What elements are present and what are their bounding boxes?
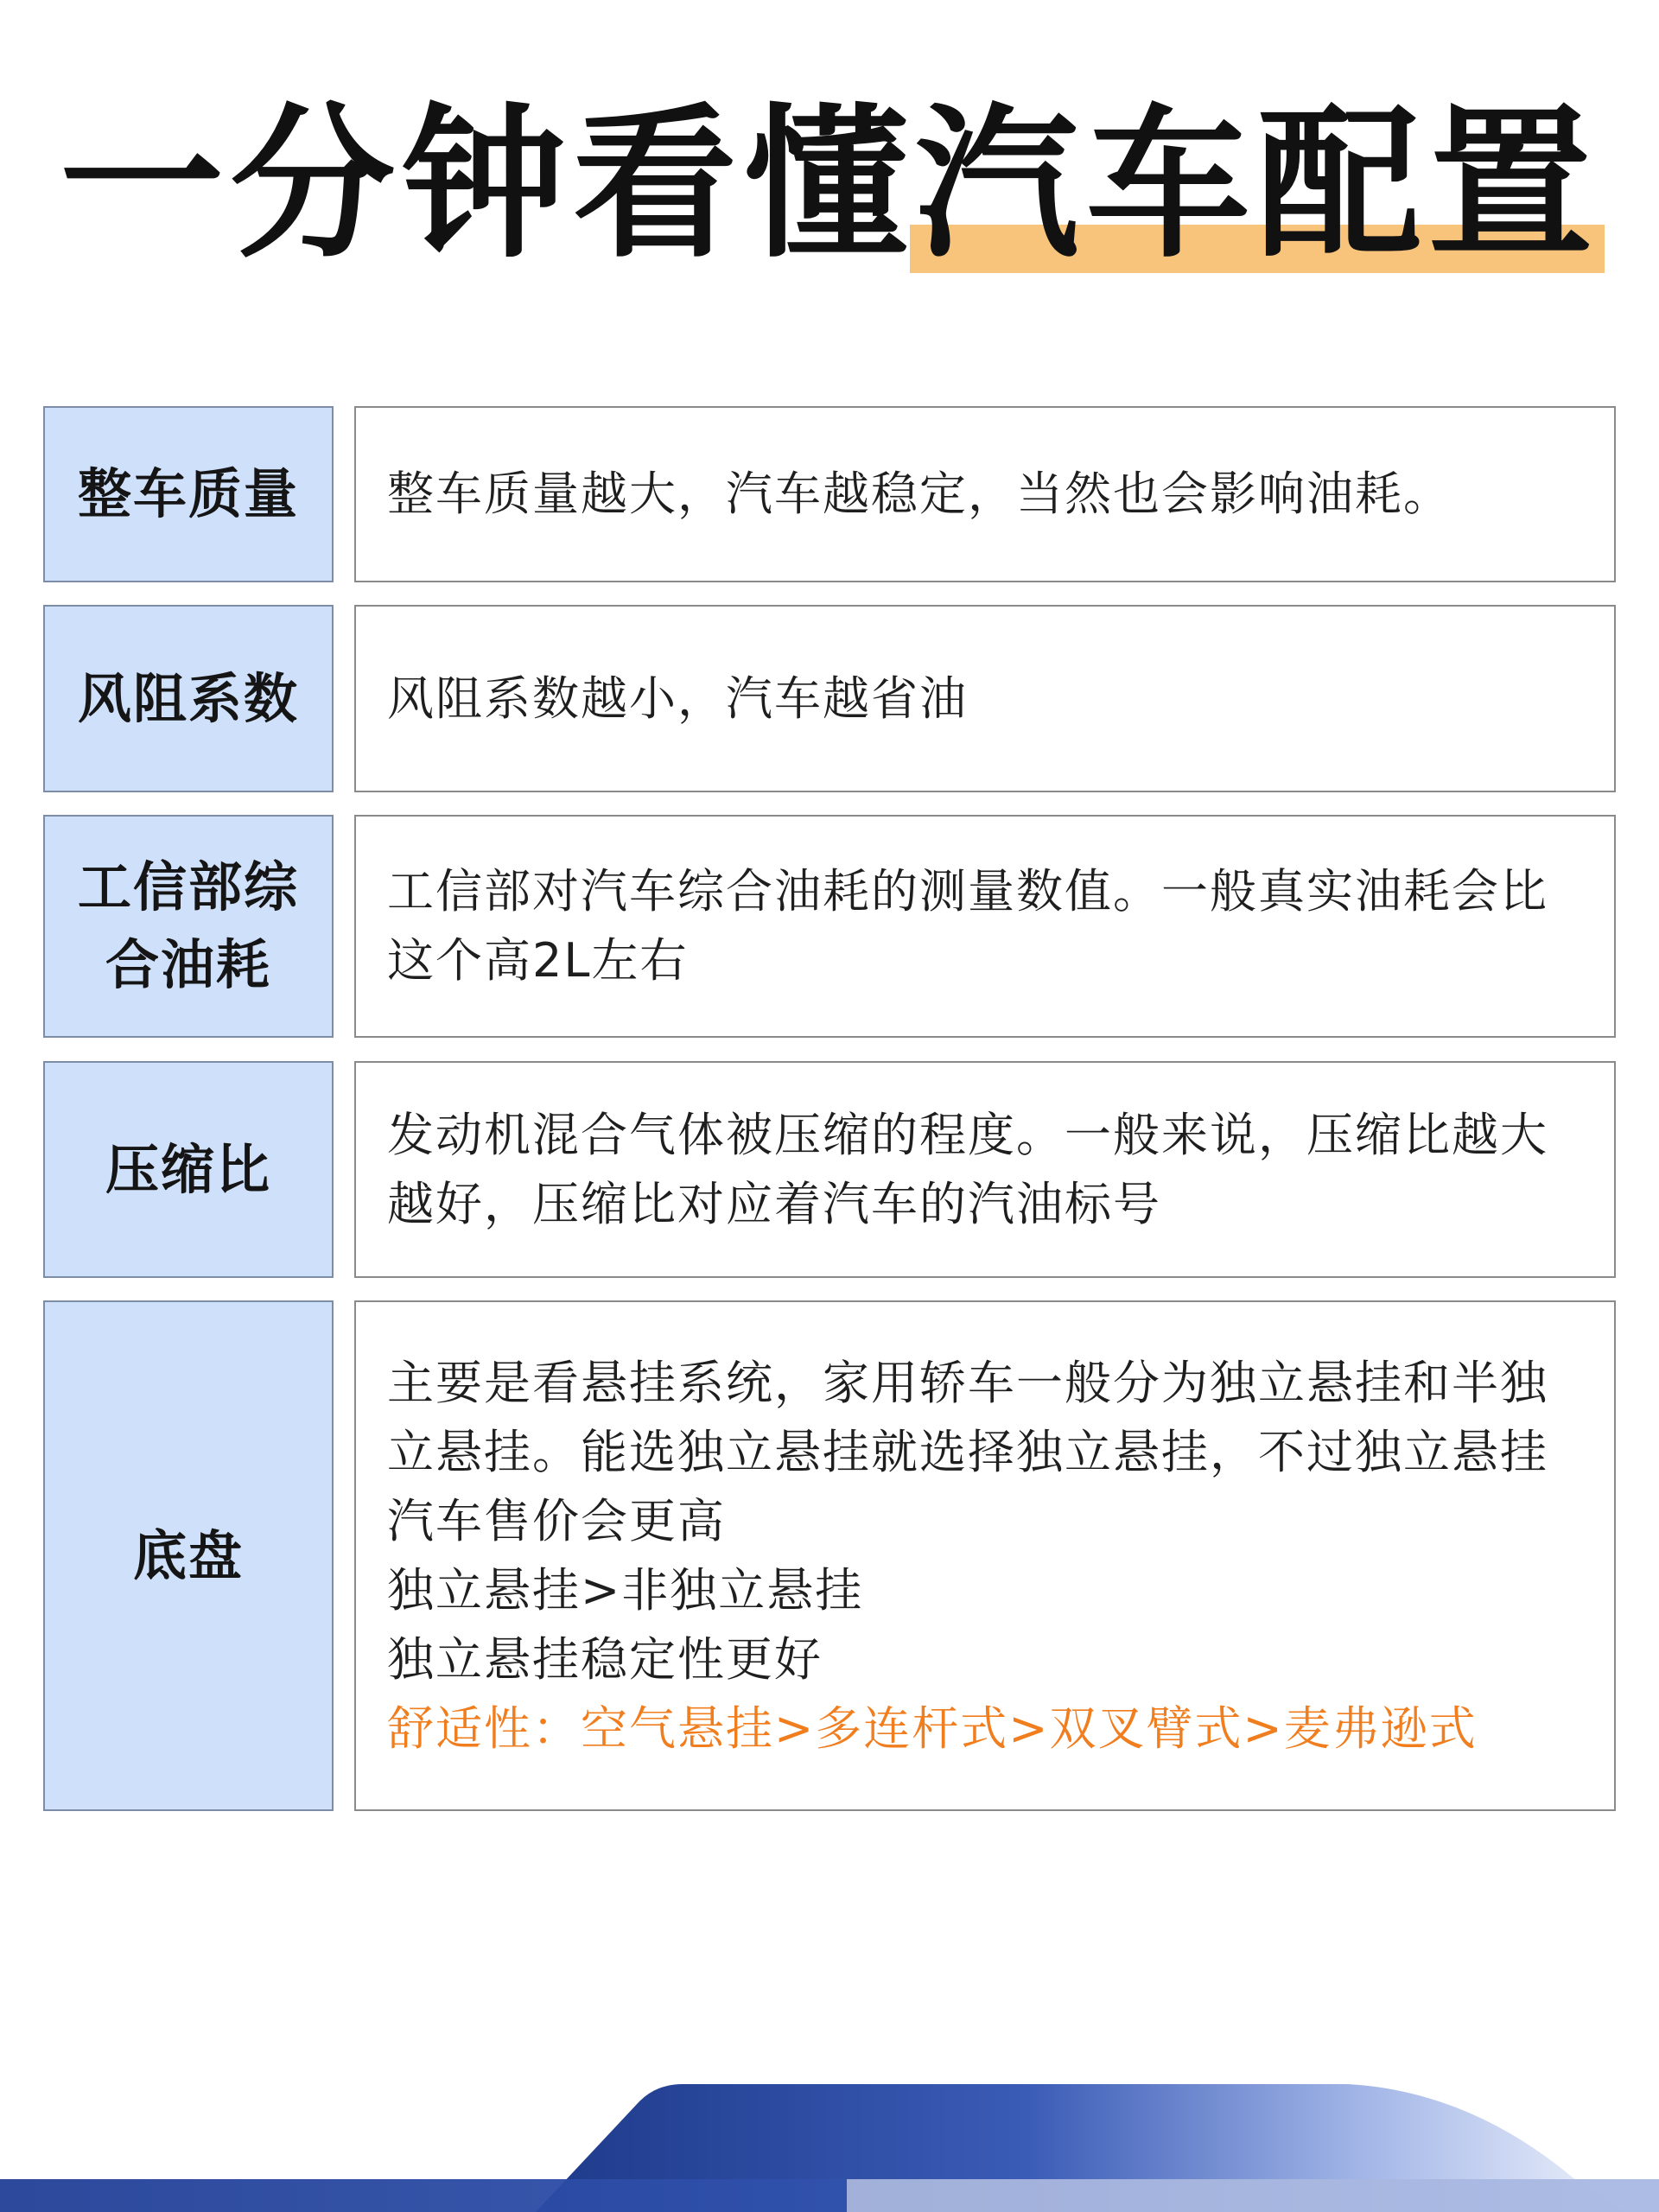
table-row-compression-ratio xyxy=(43,1061,1616,1278)
row-description-cell xyxy=(354,406,1616,582)
row-description-cell xyxy=(354,605,1616,792)
row-label: 工信部综合油耗 xyxy=(77,855,299,996)
row-label-cell xyxy=(43,1061,334,1278)
row-label: 风阻系数 xyxy=(77,666,299,730)
page-title-main: 一分钟看懂 xyxy=(59,89,915,280)
table-row-fuel-consumption xyxy=(43,815,1616,1038)
deco-base-fade xyxy=(847,2179,1659,2212)
row-description-cell xyxy=(354,1300,1616,1811)
description-line: 越好，压缩比对应着汽车的汽油标号 xyxy=(387,1176,1161,1231)
description-line: 独立悬挂>非独立悬挂 xyxy=(387,1562,864,1618)
row-label: 整车质量 xyxy=(77,462,299,526)
row-description xyxy=(387,664,968,734)
row-description-cell xyxy=(354,1061,1616,1278)
page-title-highlight: 汽车配置 xyxy=(915,89,1600,280)
table-row-drag-coefficient xyxy=(43,605,1616,792)
row-label-cell xyxy=(43,815,334,1038)
description-line: 独立悬挂稳定性更好 xyxy=(387,1631,823,1687)
title-area xyxy=(0,91,1659,280)
row-description xyxy=(387,1349,1548,1764)
row-description xyxy=(387,1101,1548,1239)
row-label-cell xyxy=(43,605,334,792)
row-description xyxy=(387,460,1452,529)
description-line: 主要是看悬挂系统，家用轿车一般分为独立悬挂和半独 xyxy=(387,1355,1548,1410)
page-title xyxy=(60,91,1599,280)
row-label-cell xyxy=(43,1300,334,1811)
row-label: 压缩比 xyxy=(105,1137,271,1201)
row-label-cell xyxy=(43,406,334,582)
bottom-decoration xyxy=(0,2082,1659,2212)
table-row-chassis xyxy=(43,1300,1616,1811)
row-description xyxy=(387,857,1548,995)
comfort-ranking-line: 舒适性：空气悬挂>多连杆式>双叉臂式>麦弗逊式 xyxy=(387,1700,1478,1756)
description-line: 工信部对汽车综合油耗的测量数值。一般真实油耗会比 xyxy=(387,864,1548,918)
description-line: 风阻系数越小，汽车越省油 xyxy=(387,671,968,726)
row-description-cell xyxy=(354,815,1616,1038)
table-row-vehicle-mass xyxy=(43,406,1616,582)
description-line: 发动机混合气体被压缩的程度。一般来说，压缩比越大 xyxy=(387,1107,1548,1162)
description-line: 立悬挂。能选独立悬挂就选择独立悬挂，不过独立悬挂 xyxy=(387,1424,1548,1479)
description-line: 汽车售价会更高 xyxy=(387,1493,726,1548)
description-line: 这个高2L左右 xyxy=(387,933,689,988)
row-label: 底盘 xyxy=(132,1523,244,1587)
description-line: 整车质量越大，汽车越稳定，当然也会影响油耗。 xyxy=(387,467,1452,521)
